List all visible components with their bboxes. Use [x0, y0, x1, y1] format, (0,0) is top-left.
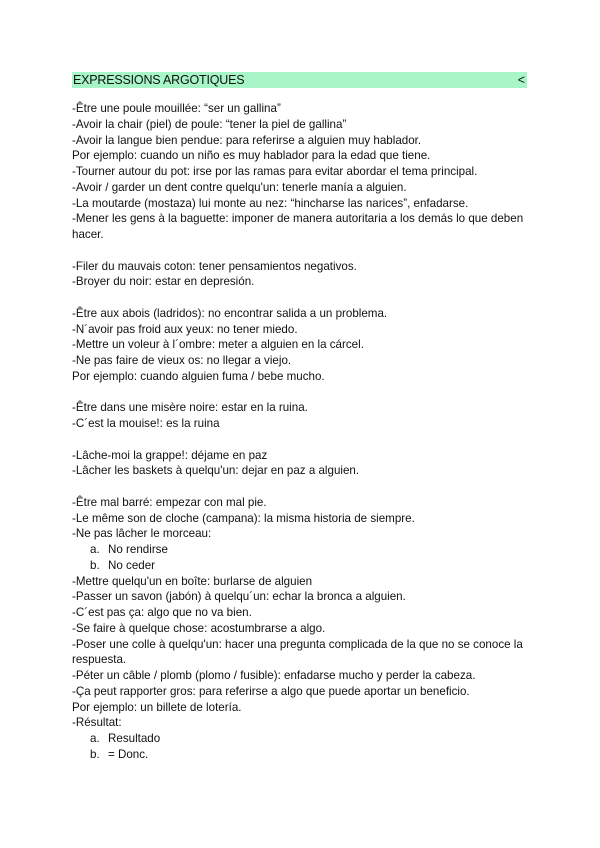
sub-list-marker: a.	[90, 543, 100, 556]
section-title: EXPRESSIONS ARGOTIQUES	[73, 73, 245, 87]
example-line: Por ejemplo: cuando un niño es muy hablador para la edad que tiene.	[72, 149, 431, 163]
expression-line: -Être une poule mouillée: “ser un gallina”	[72, 102, 281, 115]
section-header	[72, 72, 527, 88]
sub-list-marker: b.	[90, 747, 100, 761]
expression-line: -Mener les gens à la baguette: imponer de manera autoritaria a los demás lo que deben hacer.	[72, 212, 524, 241]
expression-line: -Avoir / garder un dent contre quelqu'un: tenerle manía a alguien.	[72, 180, 407, 194]
expression-line: -Péter un câble / plomb (plomo / fusible): enfadarse mucho y perder la cabeza.	[72, 669, 476, 682]
expression-line: -N´avoir pas froid aux yeux: no tener miedo.	[72, 322, 298, 336]
sub-list-item	[72, 558, 532, 574]
expression-line: -Filer du mauvais coton: tener pensamientos negativos.	[72, 259, 357, 273]
expression-line: -Mettre un voleur à l´ombre: meter a alguien en la cárcel.	[72, 338, 364, 352]
expression-line: -Passer un savon (jabón) à quelqu´un: echar la bronca a alguien.	[72, 590, 406, 604]
sub-list-marker: b.	[90, 558, 100, 572]
blank-line	[72, 479, 532, 495]
header-mark: <	[517, 73, 525, 87]
expression-line: -Le même son de cloche (campana): la misma historia de siempre.	[72, 511, 415, 525]
expression-line: -Ça peut rapporter gros: para referirse a algo que puede aportar un beneficio.	[72, 684, 470, 698]
expression-line: -Résultat:	[72, 716, 122, 730]
expression-line: -Ne pas lâcher le morceau:	[72, 527, 212, 541]
expression-line: -Se faire à quelque chose: acostumbrarse a algo.	[72, 621, 326, 635]
expression-line: -Être mal barré: empezar con mal pie.	[72, 495, 267, 509]
expression-line: -C´est la mouise!: es la ruina	[72, 417, 220, 430]
sub-list-text: = Donc.	[108, 747, 149, 761]
example-line: Por ejemplo: cuando alguien fuma / bebe mucho.	[72, 369, 325, 383]
expression-line: -Être aux abois (ladridos): no encontrar salida a un problema.	[72, 306, 388, 320]
sub-list-marker: a.	[90, 732, 100, 745]
sub-list-item	[72, 542, 532, 558]
blank-line	[72, 290, 532, 306]
sub-list-item	[72, 747, 532, 763]
expression-line: -Tourner autour du pot: irse por las ramas para evitar abordar el tema principal.	[72, 165, 478, 178]
expression-line: -Mettre quelqu'un en boîte: burlarse de alguien	[72, 574, 313, 588]
expression-line: -Broyer du noir: estar en depresión.	[72, 275, 255, 289]
expression-line: -Être dans une misère noire: estar en la ruina.	[72, 401, 308, 415]
expression-line: -La moutarde (mostaza) lui monte au nez: “hincharse las narices”, enfadarse.	[72, 196, 469, 210]
expression-line: -Poser une colle à quelqu'un: hacer una pregunta complicada de la que no se conoce la respuesta.	[72, 637, 523, 667]
sub-list-text: No rendirse	[108, 543, 168, 556]
expression-line: -Ne pas faire de vieux os: no llegar a viejo.	[72, 354, 292, 367]
expression-line: -Avoir la chair (piel) de poule: “tener la piel de gallina”	[72, 117, 347, 131]
example-line: Por ejemplo: un billete de lotería.	[72, 700, 242, 714]
sub-list-item	[72, 731, 532, 747]
blank-line	[72, 385, 532, 401]
sub-list-text: Resultado	[108, 732, 161, 745]
expression-line: -Lâcher les baskets à quelqu'un: dejar en paz a alguien.	[72, 464, 360, 478]
expression-line: -Lâche-moi la grappe!: déjame en paz	[72, 448, 268, 462]
expression-line: -C´est pas ça: algo que no va bien.	[72, 606, 252, 619]
sub-list-text: No ceder	[108, 558, 156, 572]
blank-line	[72, 243, 532, 259]
blank-line	[72, 432, 532, 448]
expression-line: -Avoir la langue bien pendue: para referirse a alguien muy hablador.	[72, 133, 422, 147]
expressions-list	[72, 101, 532, 763]
